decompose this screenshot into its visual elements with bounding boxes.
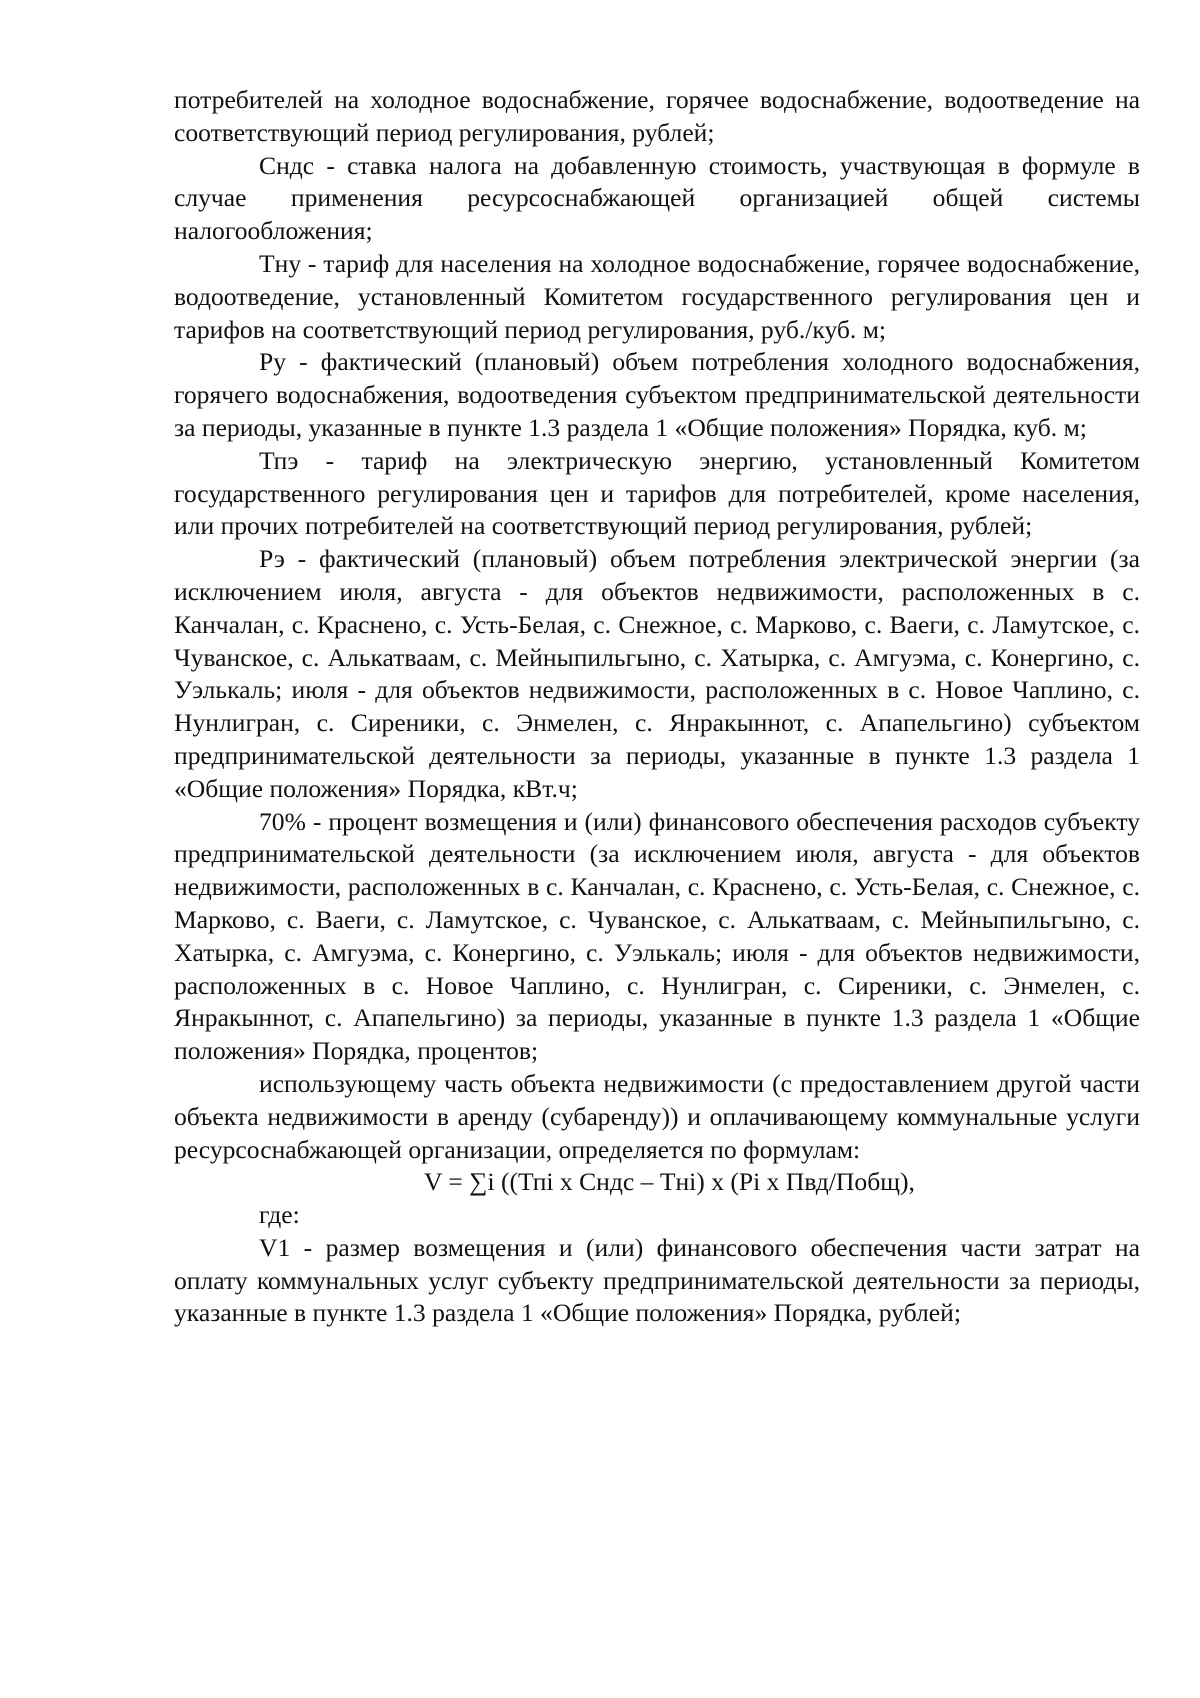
paragraph-water-volume: Ру - фактический (плановый) объем потребления холодного водоснабжения, горячего водоснабжения, водоотведения субъектом предпринимательской деятельности за периоды, указанные в пункте 1.3 раздела 1 «Общие положения» Порядка, куб. м; — [174, 347, 1140, 442]
paragraph-partial-use: использующему часть объекта недвижимости (с предоставлением другой части объекта недвижимости в аренду (субаренду)) и оплачивающему коммунальные услуги ресурсоснабжающей организации, определяется по формулам: — [174, 1068, 1140, 1164]
formula: V = ∑i ((Тпi х Сндс – Тнi) х (Pi х Пвд/Побщ), — [424, 1167, 915, 1197]
paragraph-reimbursement-percent: 70% - процент возмещения и (или) финансового обеспечения расходов субъекту предпринимательской деятельности (за исключением июля, августа - для объектов недвижимости, расположенных в с. Канчалан, с. Краснено, с. Усть-Белая, с. Снежное, с. Марково, с. Ваеги, с. Ламутское, с. Чуванское, с. Алькатваам, с. Мейныпильгыно, с. Хатырка, с. Амгуэма, с. Конергино, с. Уэлькаль; июля - для объектов недвижимости, расположенных в с. Новое Чаплино, с. Нунлигран, с. Сиреники, с. Энмелен, с. Янракыннот, с. Апапельгино) за периоды, указанные в пункте 1.3 раздела 1 «Общие положения» Порядка, процентов; — [174, 806, 1140, 1066]
where-label: где: — [259, 1200, 300, 1230]
document-page — [174, 84, 1140, 1330]
paragraph-consumers-continuation: потребителей на холодное водоснабжение, горячее водоснабжение, водоотведение на соответствующий период регулирования, рублей; — [174, 85, 1140, 147]
paragraph-vat-rate: Сндс - ставка налога на добавленную стоимость, участвующая в формуле в случае применения ресурсоснабжающей организацией общей системы налогообложения; — [174, 150, 1140, 246]
paragraph-electric-tariff: Тпэ - тариф на электрическую энергию, установленный Комитетом государственного регулирования цен и тарифов для потребителей, кроме населения, или прочих потребителей на соответствующий период регулирования, рублей; — [174, 445, 1140, 541]
paragraph-electric-volume: Рэ - фактический (плановый) объем потребления электрической энергии (за исключением июля, августа - для объектов недвижимости, расположенных в с. Канчалан, с. Краснено, с. Усть-Белая, с. Снежное, с. Марково, с. Ваеги, с. Ламутское, с. Чуванское, с. Алькатваам, с. Мейныпильгыно, с. Хатырка, с. Амгуэма, с. Конергино, с. Уэлькаль; июля - для объектов недвижимости, расположенных в с. Новое Чаплино, с. Нунлигран, с. Сиреники, с. Энмелен, с. Янракыннот, с. Апапельгино) субъектом предпринимательской деятельности за периоды, указанные в пункте 1.3 раздела 1 «Общие положения» Порядка, кВт.ч; — [174, 544, 1140, 803]
paragraph-v1-definition: V1 - размер возмещения и (или) финансового обеспечения части затрат на оплату коммунальных услуг субъекту предпринимательской деятельности за периоды, указанные в пункте 1.3 раздела 1 «Общие положения» Порядка, рублей; — [174, 1232, 1140, 1328]
paragraph-population-tariff: Тну - тариф для населения на холодное водоснабжение, горячее водоснабжение, водоотведение, установленный Комитетом государственного регулирования цен и тарифов на соответствующий период регулирования, руб./куб. м; — [174, 248, 1140, 344]
